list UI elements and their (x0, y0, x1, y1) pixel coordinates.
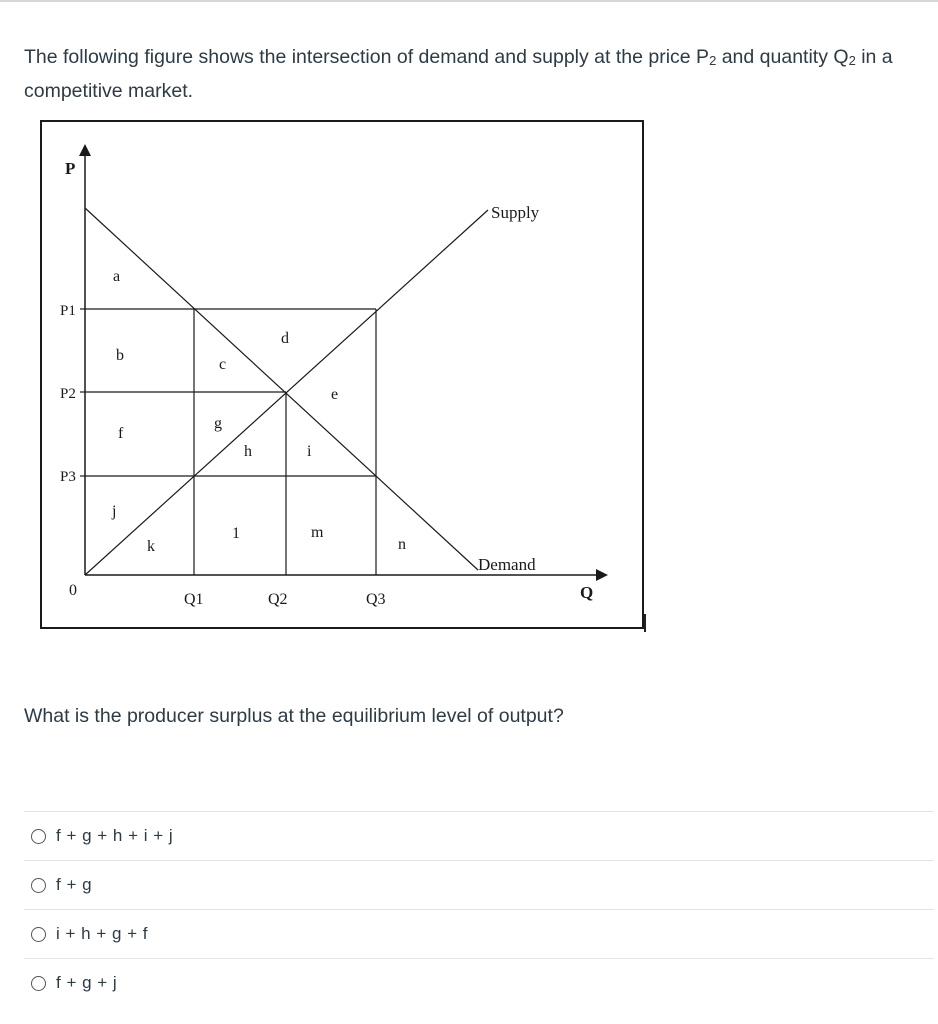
answer-label: f + g + j (56, 973, 118, 992)
region-a-label: a (113, 268, 121, 285)
answer-option-2[interactable] (24, 860, 934, 909)
region-h-label: h (244, 443, 252, 460)
origin-label: 0 (69, 582, 77, 599)
region-f-label: f (118, 425, 124, 442)
region-d-label: d (281, 330, 289, 347)
region-c-label: c (219, 356, 227, 373)
answer-label: f + g (56, 875, 93, 894)
demand-label: Demand (478, 555, 536, 574)
price-axis-label: P (65, 159, 76, 178)
q3-label: Q3 (366, 591, 386, 608)
answer-option-3[interactable] (24, 909, 934, 958)
region-i-label: i (307, 443, 312, 460)
region-j-label: j (112, 503, 117, 520)
region-m-label: m (311, 524, 324, 541)
region-e-label: e (331, 386, 339, 403)
region-l-label: 1 (232, 525, 240, 542)
radio-icon[interactable] (31, 976, 46, 991)
question-prompt: What is the producer surplus at the equilibrium level of output? (24, 705, 564, 727)
p3-label: P3 (60, 469, 76, 485)
radio-icon[interactable] (31, 878, 46, 893)
question-text: The following figure shows the intersection of demand and supply at the price $P_2$ and quantity $Q_2$ in a competitive market. (24, 46, 893, 102)
region-n-label: n (398, 536, 406, 553)
radio-icon[interactable] (31, 927, 46, 942)
demand-curve (85, 208, 478, 570)
quantity-axis-label: Q (580, 583, 594, 602)
answer-list (24, 811, 934, 1007)
p2-label: P2 (60, 386, 76, 402)
supply-label: Supply (491, 203, 540, 222)
answer-option-1[interactable] (24, 811, 934, 860)
answer-option-4[interactable] (24, 958, 934, 1007)
p1-label: P1 (60, 303, 76, 319)
region-b-label: b (116, 347, 124, 364)
region-k-label: k (147, 538, 155, 555)
q1-label: Q1 (184, 591, 204, 608)
region-g-label: g (214, 415, 222, 432)
q2-label: Q2 (268, 591, 288, 608)
answer-label: f + g + h + i + j (56, 826, 174, 845)
radio-icon[interactable] (31, 829, 46, 844)
answer-label: i + h + g + f (56, 924, 149, 943)
